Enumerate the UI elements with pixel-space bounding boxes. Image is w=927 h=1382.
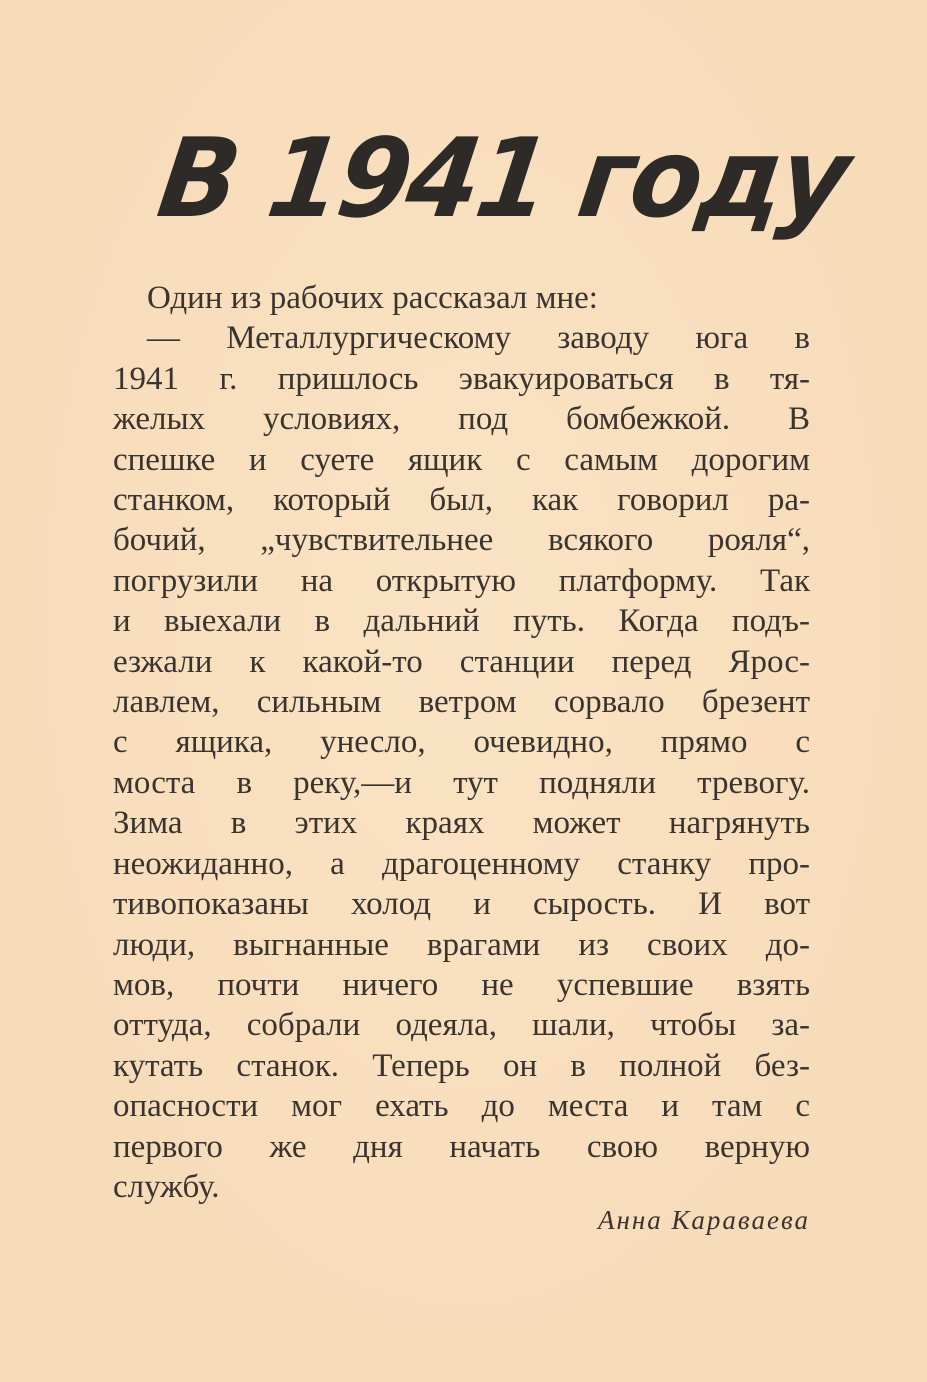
text-line: бочий, „чувствительнее всякого рояля“, [113, 522, 810, 559]
text-line: станком, который был, как говорил ра- [113, 482, 810, 519]
text-line: Один из рабочих рассказал мне: [147, 280, 598, 316]
text-line: мов, почти ничего не успевшие взять [113, 966, 810, 1003]
text-line: с ящика, унесло, очевидно, прямо с [113, 724, 810, 761]
text-line: 1941 г. пришлось эвакуироваться в тя- [113, 360, 810, 397]
text-line: тивопоказаны холод и сырость. И вот [113, 886, 810, 923]
text-line: погрузили на открытую платформу. Так [113, 562, 810, 599]
text-line: люди, выгнанные врагами из своих до- [113, 926, 810, 963]
author-signature: Анна Караваева [597, 1205, 810, 1235]
article-title: В 1941 году [150, 113, 855, 243]
article-body [113, 278, 810, 1207]
text-line: моста в реку,—и тут подняли тревогу. [113, 764, 810, 801]
text-line: спешке и суете ящик с самым дорогим [113, 441, 810, 478]
text-line: кутать станок. Теперь он в полной без- [113, 1047, 810, 1084]
text-line: оттуда, собрали одеяла, шали, чтобы за- [113, 1007, 810, 1044]
text-line: езжали к какой-то станции перед Ярос- [113, 643, 810, 680]
text-line: лавлем, сильным ветром сорвало брезент [113, 684, 810, 721]
text-line: Зима в этих краях может нагрянуть [113, 805, 810, 842]
text-line: службу. [113, 1168, 220, 1205]
text-line: и выехали в дальний путь. Когда подъ- [113, 603, 810, 640]
text-line: первого же дня начать свою верную [113, 1128, 810, 1165]
text-line: опасности мог ехать до места и там с [113, 1088, 810, 1125]
text-line: неожиданно, а драгоценному станку про- [113, 845, 810, 882]
text-line: желых условиях, под бомбежкой. В [113, 401, 810, 438]
text-line: — Металлургическому заводу юга в [147, 320, 810, 357]
